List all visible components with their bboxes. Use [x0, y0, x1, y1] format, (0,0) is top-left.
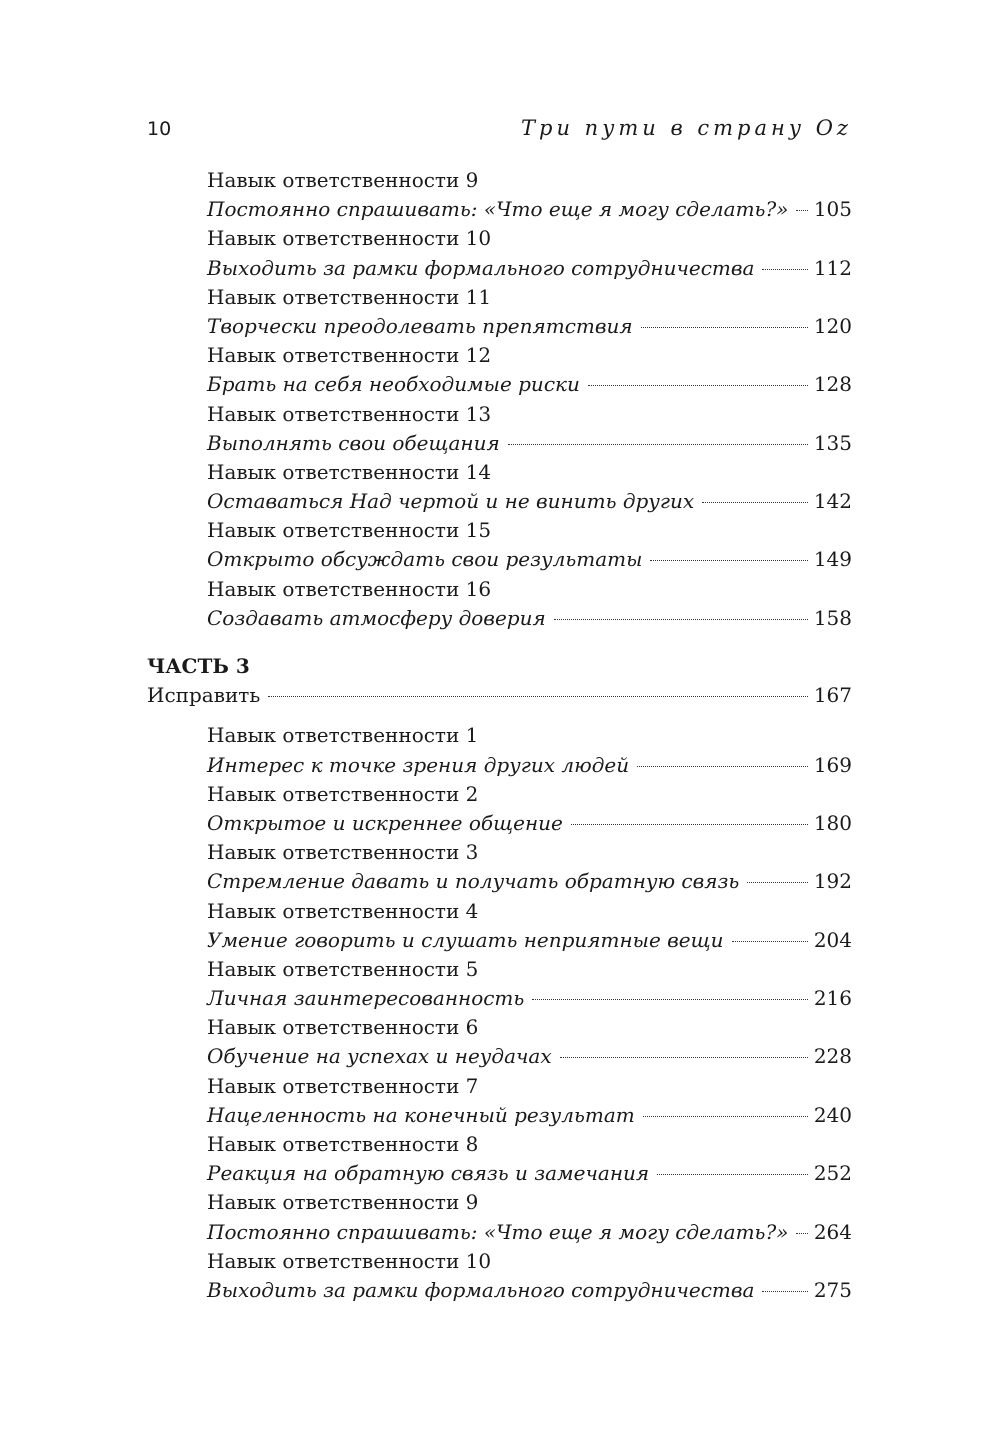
dot-leader: [571, 824, 808, 825]
toc-skill-label: Навык ответственности 11: [207, 284, 492, 309]
toc-entry: Оставаться Над чертой и не винить других 142: [147, 487, 852, 516]
running-title: Три пути в страну Oz: [521, 116, 852, 140]
toc-skill-label: Навык ответственности 9: [207, 168, 479, 192]
toc-skill-label: Навык ответственности 2: [207, 781, 479, 806]
dot-leader: [747, 882, 807, 883]
toc-skill-label: Навык ответственности 8: [207, 1132, 479, 1156]
toc-page-number: 180: [813, 810, 852, 835]
dot-leader: [732, 941, 808, 942]
toc-skill-label: Навык ответственности 7: [207, 1073, 479, 1098]
toc-entry: Интерес к точке зрения других людей 169: [147, 751, 852, 780]
dot-leader: [796, 210, 807, 211]
toc-page-number: 135: [813, 430, 852, 455]
toc-skill-label: Навык ответственности 10: [207, 226, 492, 251]
toc-page-number: 149: [813, 547, 852, 572]
toc-skill-label: Навык ответственности 3: [207, 840, 479, 865]
toc-entry: Стремление давать и получать обратную связь 192: [147, 867, 852, 896]
toc-skill-label: Навык ответственности 6: [207, 1015, 479, 1040]
toc-skill-label: Навык ответственности 4: [207, 898, 479, 923]
toc-entry: Выходить за рамки формального сотрудничества 275: [147, 1276, 852, 1305]
dot-leader: [650, 560, 807, 561]
toc-page-number: 228: [813, 1044, 852, 1069]
toc-page-number: 120: [813, 313, 852, 338]
dot-leader: [762, 269, 807, 270]
toc-entry: Умение говорить и слушать неприятные вещи 204: [147, 926, 852, 955]
table-of-contents: [147, 166, 852, 1305]
toc-skill-label: Навык ответственности 15: [207, 518, 492, 543]
toc-entry: Реакция на обратную связь и замечания 252: [147, 1159, 852, 1188]
dot-leader: [641, 327, 808, 328]
toc-entry: Выходить за рамки формального сотрудничества 112: [147, 254, 852, 283]
toc-page-number: 169: [813, 752, 852, 777]
toc-entry: Открыто обсуждать свои результаты 149: [147, 545, 852, 574]
toc-skill-label: Навык ответственности 5: [207, 956, 479, 981]
toc-entry: Творчески преодолевать препятствия 120: [147, 312, 852, 341]
toc-page-number: 240: [813, 1102, 852, 1127]
toc-page-number: 142: [813, 489, 852, 514]
toc-entry: Открытое и искреннее общение 180: [147, 809, 852, 838]
dot-leader: [268, 696, 808, 697]
toc-page-number: 204: [813, 927, 852, 952]
toc-page-number: 252: [813, 1161, 852, 1186]
toc-page-number: 216: [813, 986, 852, 1011]
dot-leader: [508, 444, 808, 445]
toc-page-number: 112: [813, 255, 852, 280]
toc-entry: Брать на себя необходимые риски 128: [147, 370, 852, 399]
toc-page-number: 264: [813, 1219, 852, 1244]
page-number: 10: [147, 118, 172, 140]
dot-leader: [554, 619, 808, 620]
toc-entry: Создавать атмосферу доверия 158: [147, 604, 852, 633]
toc-skill-label: Навык ответственности 16: [207, 576, 492, 601]
toc-skill-label: Навык ответственности 1: [207, 723, 479, 748]
dot-leader: [657, 1174, 808, 1175]
toc-page-number: 128: [813, 372, 852, 397]
dot-leader: [532, 999, 808, 1000]
toc-skill-label: Навык ответственности 13: [207, 401, 492, 426]
toc-page-number: 192: [813, 869, 852, 894]
part-heading: ЧАСТЬ 3: [147, 654, 250, 678]
toc-page-number: 167: [813, 683, 852, 708]
part-title-entry: Исправить 167: [147, 681, 852, 710]
dot-leader: [762, 1291, 807, 1292]
toc-page-number: 275: [813, 1277, 852, 1302]
toc-skill-label: Навык ответственности 14: [207, 459, 492, 484]
toc-skill-label: Навык ответственности 10: [207, 1248, 492, 1273]
toc-entry: Постоянно спрашивать: «Что еще я могу сделать?» 105: [147, 195, 852, 224]
page-header: [147, 116, 852, 146]
dot-leader: [796, 1233, 807, 1234]
toc-entry: Выполнять свои обещания 135: [147, 429, 852, 458]
dot-leader: [702, 502, 808, 503]
toc-entry: Нацеленность на конечный результат 240: [147, 1101, 852, 1130]
toc-entry: Постоянно спрашивать: «Что еще я могу сделать?» 264: [147, 1218, 852, 1247]
dot-leader: [637, 766, 808, 767]
toc-entry: Личная заинтересованность 216: [147, 984, 852, 1013]
toc-skill-label: Навык ответственности 9: [207, 1190, 479, 1215]
toc-page-number: 158: [813, 605, 852, 630]
toc-page-number: 105: [813, 197, 852, 222]
dot-leader: [643, 1116, 808, 1117]
dot-leader: [560, 1057, 808, 1058]
toc-entry: Обучение на успехах и неудачах 228: [147, 1042, 852, 1071]
toc-skill-label: Навык ответственности 12: [207, 343, 492, 368]
dot-leader: [588, 385, 808, 386]
